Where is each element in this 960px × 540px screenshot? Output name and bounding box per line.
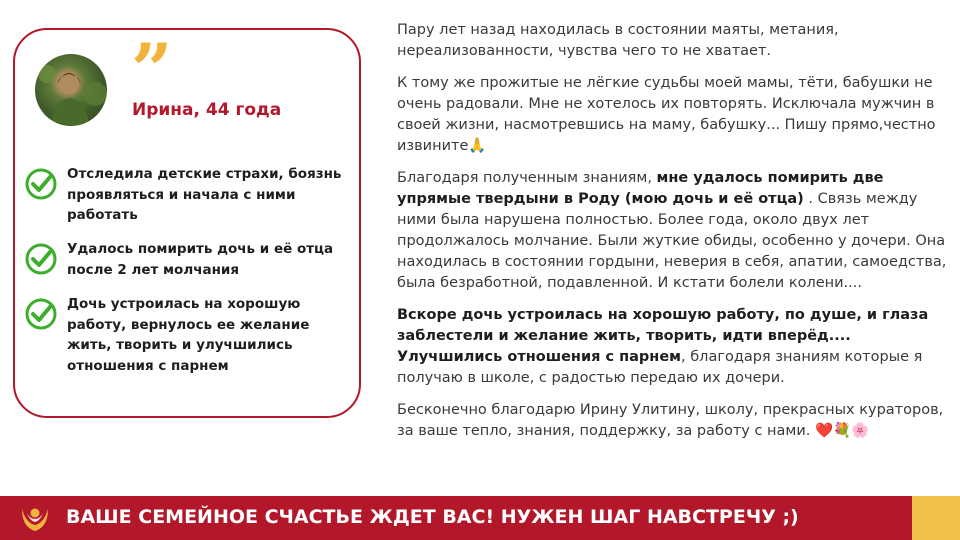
checkmark-icon [25,243,57,275]
review-paragraph: Бесконечно благодарю Ирину Улитину, школу, прекрасных кураторов, за ваше тепло, знания, поддержку, за работу с нами. ❤️💐🌸 [397,402,944,439]
review-paragraph: Пару лет назад находилась в состоянии маяты, метания, нереализованности, чувства чего то не хватает. [397,22,839,59]
review-text [397,20,947,453]
quote-icon: ” [131,27,173,112]
checkmark-icon [25,298,57,330]
review-highlight: мне удалось помирить две упрямые твердыни в Роду (мою дочь и её отца) [397,170,884,207]
achievement-text: Дочь устроилась на хорошую работу, вернулось ее желание жить, творить и улучшились отношения с парнем [67,296,310,374]
avatar [35,54,107,126]
review-highlight: Вскоре дочь устроилась на хорошую работу, по душе, и глаза заблестели и желание жить, творить, идти вперёд.... Улучшились отношения с парнем [397,307,929,365]
review-text-span: . Связь между ними была нарушена полностью. Более года, около двух лет продолжалось молчание. Были жуткие обиды, особенно у дочери. Она находилась в состоянии гордыни, неверия в себя, апатии, самоедства, была безработной, подавленной. И кстати болели колени.... [397,191,947,291]
footer-accent [912,496,960,540]
reviewer-name: Ирина, 44 года [132,100,282,120]
review-text-span: Благодаря полученным знаниям, [397,170,657,186]
achievement-text: Отследила детские страхи, боязнь проявляться и начала с ними работать [67,166,342,223]
footer-slogan: ВАШЕ СЕМЕЙНОЕ СЧАСТЬЕ ЖДЕТ ВАС! НУЖЕН ШАГ НАВСТРЕЧУ ;) [66,506,799,528]
review-paragraph: К тому же прожитые не лёгкие судьбы моей мамы, тёти, бабушки не очень радовали. Мне не хотелось их повторять. Исключала мужчин в своей жизни, насмотревшись на маму, бабушку... Пишу прямо,честно извините🙏 [397,75,936,154]
avatar-photo [35,54,107,126]
review-paragraph [397,168,947,294]
testimonial-card [13,28,361,418]
achievement-text: Удалось помирить дочь и её отца после 2 лет молчания [67,241,334,278]
review-text-span: , благодаря знаниям которые я получаю в школе, с радостью передаю их дочери. [397,349,923,386]
brand-logo-icon [18,503,52,535]
review-paragraph [397,305,947,389]
checkmark-icon [25,168,57,200]
